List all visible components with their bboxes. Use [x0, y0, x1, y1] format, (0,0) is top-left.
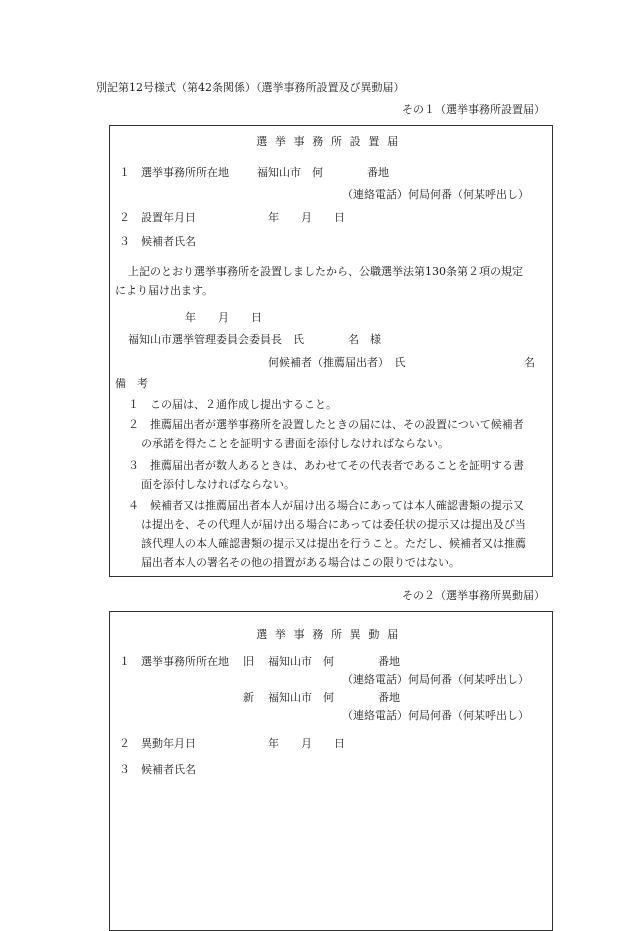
form1-submitter: 何候補者（推薦届出者） 氏 [268, 356, 406, 369]
form2-new-phone: （連絡電話）何局何番（何某呼出し） [342, 709, 529, 722]
form1-note4-line2: は提出を、その代理人が届け出る場合にあっては委任状の提示又は提出及び当 [141, 518, 526, 531]
form2-old-address: 福知山市 何 番地 [268, 655, 400, 668]
form1-note3-line1: ３ 推薦届出者が数人あるときは、あわせてその代表者であることを証明する書 [128, 459, 524, 472]
form2-title: 選挙事務所異動届 [256, 628, 406, 641]
form2-item1-label: １ 選挙事務所所在地 [119, 655, 229, 668]
form1-note4-line3: 該代理人の本人確認書類の提示又は提出を行うこと。ただし、候補者又は推薦 [141, 537, 526, 550]
form1-item1-phone: （連絡電話）何局何番（何某呼出し） [342, 188, 529, 201]
form2-old-label: 旧 [243, 655, 254, 668]
part1-label: その１（選挙事務所設置届） [402, 103, 545, 116]
part2-label: その２（選挙事務所異動届） [402, 589, 545, 602]
form1-item3-label: ３ 候補者氏名 [119, 235, 196, 248]
form2-old-phone: （連絡電話）何局何番（何某呼出し） [342, 673, 529, 686]
form2-new-address: 福知山市 何 番地 [268, 691, 400, 704]
form1-note2-line2: の承諾を得たことを証明する書面を添付しなければならない。 [141, 437, 449, 450]
form1-note4-line4: 届出者本人の署名その他の措置がある場合はこの限りではない。 [141, 556, 460, 569]
form2-item2-date: 年 月 日 [268, 737, 345, 750]
form1-notes-heading: 備 考 [115, 377, 148, 390]
form1-statement-line1: 上記のとおり選挙事務所を設置しましたから、公職選挙法第130条第２項の規定 [128, 265, 523, 278]
form2-new-label: 新 [243, 691, 254, 704]
form1-note1: １ この届は、２通作成し提出すること。 [128, 398, 337, 411]
form1-item1-address: 福知山市 何 番地 [257, 166, 389, 179]
form1-note3-line2: 面を添付しなければならない。 [141, 478, 295, 491]
form1-item1-label: １ 選挙事務所所在地 [119, 166, 229, 179]
form1-addressee: 福知山市選挙管理委員会委員長 氏 名 様 [128, 333, 381, 346]
form1-item2-date: 年 月 日 [268, 211, 345, 224]
form1-submitter-name-suffix: 名 [524, 356, 535, 369]
form1-item2-label: ２ 設置年月日 [119, 211, 196, 224]
form2-item2-label: ２ 異動年月日 [119, 737, 196, 750]
form1-statement-line2: により届け出ます。 [115, 284, 214, 297]
form-heading: 別記第12号様式（第42条関係）（選挙事務所設置及び異動届） [96, 81, 405, 94]
form1-title: 選挙事務所設置届 [256, 135, 406, 148]
form1-note4-line1: ４ 候補者又は推薦届出者本人が届け出る場合にあっては本人確認書類の提示又 [128, 499, 524, 512]
form1-date: 年 月 日 [185, 311, 262, 324]
form2-item3-label: ３ 候補者氏名 [119, 763, 196, 776]
form1-note2-line1: ２ 推薦届出者が選挙事務所を設置したときの届には、その設置について候補者 [128, 418, 524, 431]
